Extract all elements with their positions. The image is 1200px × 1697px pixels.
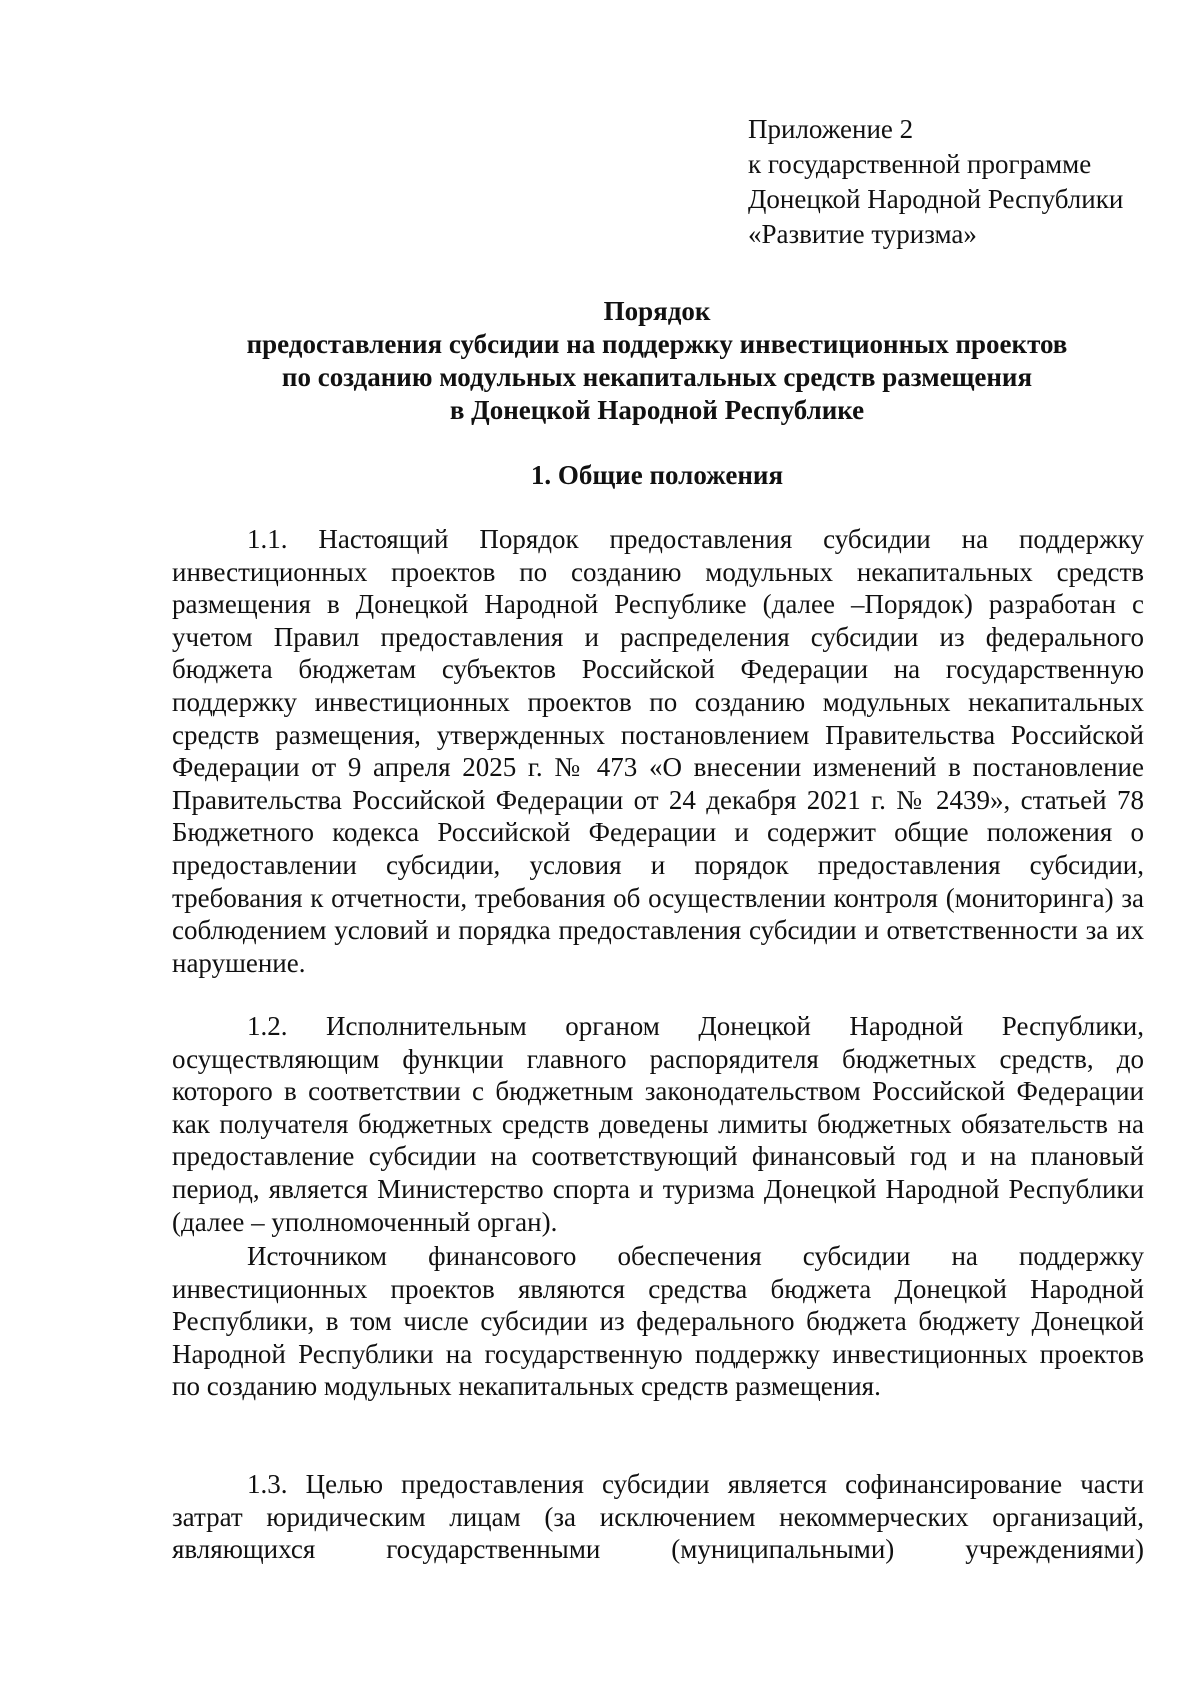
- appendix-line: Приложение 2: [748, 114, 914, 144]
- document-title: [170, 295, 1144, 427]
- paragraph-1-2: 1.2. Исполнительным органом Донецкой Народной Республики, осуществляющим функции главного распорядителя бюджетных средств, до которого в соответствии с бюджетным законодательством Российской Федерации как получателя бюджетных средств доведены лимиты бюджетных обязательств на предоставление субсидии на соответствующий финансовый год и на плановый период, является Министерство спорта и туризма Донецкой Народной Республики (далее – уполномоченный орган).: [172, 1011, 1144, 1237]
- title-line: в Донецкой Народной Республике: [449, 395, 865, 425]
- appendix-line: к государственной программе: [748, 149, 1092, 179]
- title-line: по созданию модульных некапитальных средств размещения: [281, 362, 1033, 392]
- paragraph-1-1: 1.1. Настоящий Порядок предоставления субсидии на поддержку инвестиционных проектов по созданию модульных некапитальных средств размещения в Донецкой Народной Республике (далее –Порядок) разработан с учетом Правил предоставления и распределения субсидии из федерального бюджета бюджетам субъектов Российской Федерации на государственную поддержку инвестиционных проектов по созданию модульных некапитальных средств размещения, утвержденных постановлением Правительства Российской Федерации от 9 апреля 2025 г. № 473 «О внесении изменений в постановление Правительства Российской Федерации от 24 декабря 2021 г. № 2439», статьей 78 Бюджетного кодекса Российской Федерации и содержит общие положения о предоставлении субсидии, условия и порядок предоставления субсидии, требования к отчетности, требования об осуществлении контроля (мониторинга) за соблюдением условий и порядка предоставления субсидии и ответственности за их нарушение.: [172, 524, 1144, 978]
- appendix-note: [748, 112, 1123, 252]
- title-line: Порядок: [603, 296, 711, 326]
- paragraph-1-3: 1.3. Целью предоставления субсидии является софинансирование части затрат юридическим лицам (за исключением некоммерческих организаций, являющихся государственными (муниципальными) учреждениями): [172, 1469, 1144, 1565]
- appendix-line: «Развитие туризма»: [748, 219, 977, 249]
- appendix-line: Донецкой Народной Республики: [748, 184, 1124, 214]
- title-line: предоставления субсидии на поддержку инвестиционных проектов: [246, 329, 1068, 359]
- paragraph-funding-source: Источником финансового обеспечения субсидии на поддержку инвестиционных проектов являются средства бюджета Донецкой Народной Республики, в том числе субсидии из федерального бюджета бюджету Донецкой Народной Республики на государственную поддержку инвестиционных проектов по созданию модульных некапитальных средств размещения.: [172, 1241, 1144, 1402]
- section-heading: 1. Общие положения: [530, 460, 784, 490]
